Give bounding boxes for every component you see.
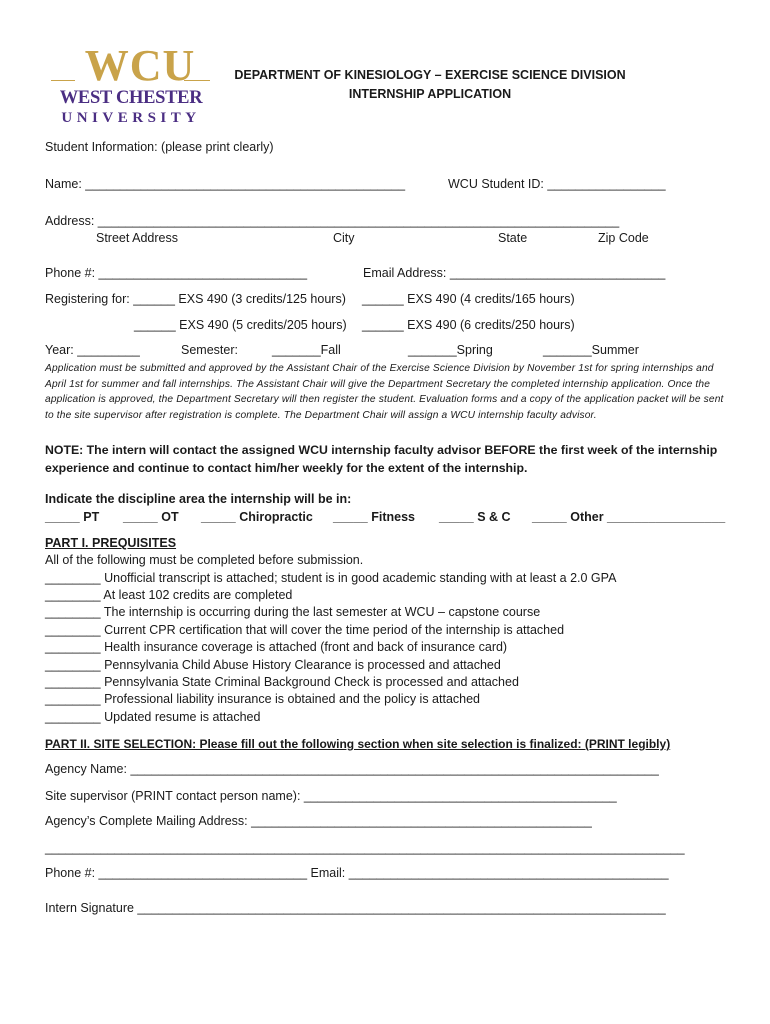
logo-university: UNIVERSITY [61, 110, 201, 126]
prereq-item[interactable]: ________ Professional liability insurance is obtained and the policy is attached [45, 692, 481, 706]
prereq-item[interactable]: ________ Pennsylvania Child Abuse History Clearance is processed and attached [45, 658, 501, 672]
prereq-item[interactable]: ________ Current CPR certification that will cover the time period of the internship is attached [45, 623, 565, 637]
email-field[interactable]: Email Address: _______________________________ [363, 266, 666, 280]
prereq-item[interactable]: ________ The internship is occurring during the last semester at WCU – capstone course [45, 605, 541, 619]
name-field[interactable]: Name: ______________________________________________ [45, 177, 406, 191]
prereq-item[interactable]: ________ Pennsylvania State Criminal Background Check is processed and attached [45, 675, 519, 689]
student-id-field[interactable]: WCU Student ID: _________________ [448, 177, 666, 191]
registering-option-3-credits[interactable]: Registering for: ______ EXS 490 (3 credits/125 hours) [45, 292, 346, 306]
discipline-chiropractic[interactable]: _____ Chiropractic [201, 510, 313, 524]
logo-rule-left [51, 80, 75, 81]
discipline-fitness[interactable]: _____ Fitness [333, 510, 415, 524]
discipline-ot[interactable]: _____ OT [123, 510, 179, 524]
page-subtitle: INTERNSHIP APPLICATION [348, 87, 512, 101]
prereq-item[interactable]: ________ Unofficial transcript is attached; student is in good academic standing with at least a 2.0 GPA [45, 571, 617, 585]
discipline-s-and-c[interactable]: _____ S & C [439, 510, 511, 524]
page-title: DEPARTMENT OF KINESIOLOGY – EXERCISE SCIENCE DIVISION [234, 68, 626, 82]
logo-rule-right [184, 80, 210, 81]
discipline-heading: Indicate the discipline area the internship will be in: [45, 492, 352, 506]
registering-option-6-credits[interactable]: ______ EXS 490 (6 credits/250 hours) [362, 318, 575, 332]
logo-wcu-text: WCU [84, 41, 196, 90]
state-label: State [498, 231, 528, 245]
agency-name-field[interactable]: Agency Name: ____________________________________________________________________________ [45, 762, 659, 776]
street-address-label: Street Address [96, 231, 178, 245]
semester-label: Semester: [181, 343, 238, 357]
zip-code-label: Zip Code [598, 231, 649, 245]
mailing-address-line-2[interactable]: ____________________________________________________________________________________________ [45, 841, 685, 855]
logo-west-chester: WEST CHESTER [59, 88, 203, 108]
student-info-intro: Student Information: (please print clearly) [45, 140, 274, 154]
part2-heading: PART II. SITE SELECTION: Please fill out the following section when site selection is finalized: (PRINT legibly) [45, 737, 671, 751]
registering-option-4-credits[interactable]: ______ EXS 490 (4 credits/165 hours) [362, 292, 575, 306]
site-supervisor-field[interactable]: Site supervisor (PRINT contact person name): _____________________________________________ [45, 789, 617, 803]
semester-summer[interactable]: _______Summer [543, 343, 639, 357]
address-field[interactable]: Address: ___________________________________________________________________________ [45, 214, 620, 228]
part1-heading: PART I. PREQUISITES [45, 536, 177, 550]
semester-spring[interactable]: _______Spring [408, 343, 493, 357]
prereq-item[interactable]: ________ Updated resume is attached [45, 710, 261, 724]
phone-field[interactable]: Phone #: ______________________________ [45, 266, 308, 280]
advisor-note: NOTE: The intern will contact the assigned WCU internship faculty advisor BEFORE the first week of the internship experience and continue to contact him/her weekly for the extent of the internship. [45, 443, 718, 475]
discipline-pt[interactable]: _____ PT [45, 510, 100, 524]
agency-phone-email-field[interactable]: Phone #: ______________________________ Email: ______________________________________________ [45, 866, 669, 880]
year-field[interactable]: Year: _________ [45, 343, 140, 357]
discipline-other[interactable]: _____ Other _________________ [532, 510, 726, 524]
instructions-paragraph: Application must be submitted and approved by the Assistant Chair of the Exercise Science Division by November 1st for spring internships and April 1st for summer and fall internships. The Assistant Chair will give the Department Secretary the completed internship application. Once the application is approved, the Department Secretary will then register the student. Evaluation forms and a copy of the application packet will be sent to the site supervisor after registration is complete. The Department Chair will assign a WCU internship faculty advisor. [45, 363, 724, 421]
registering-option-5-credits[interactable]: ______ EXS 490 (5 credits/205 hours) [134, 318, 347, 332]
part1-intro: All of the following must be completed before submission. [45, 553, 364, 567]
mailing-address-field[interactable]: Agency’s Complete Mailing Address: _________________________________________________ [45, 814, 592, 828]
semester-fall[interactable]: _______Fall [272, 343, 341, 357]
prereq-item[interactable]: ________ At least 102 credits are completed [45, 588, 293, 602]
prereq-item[interactable]: ________ Health insurance coverage is attached (front and back of insurance card) [45, 640, 508, 654]
city-label: City [333, 231, 355, 245]
intern-signature-field[interactable]: Intern Signature ____________________________________________________________________________ [45, 901, 666, 915]
